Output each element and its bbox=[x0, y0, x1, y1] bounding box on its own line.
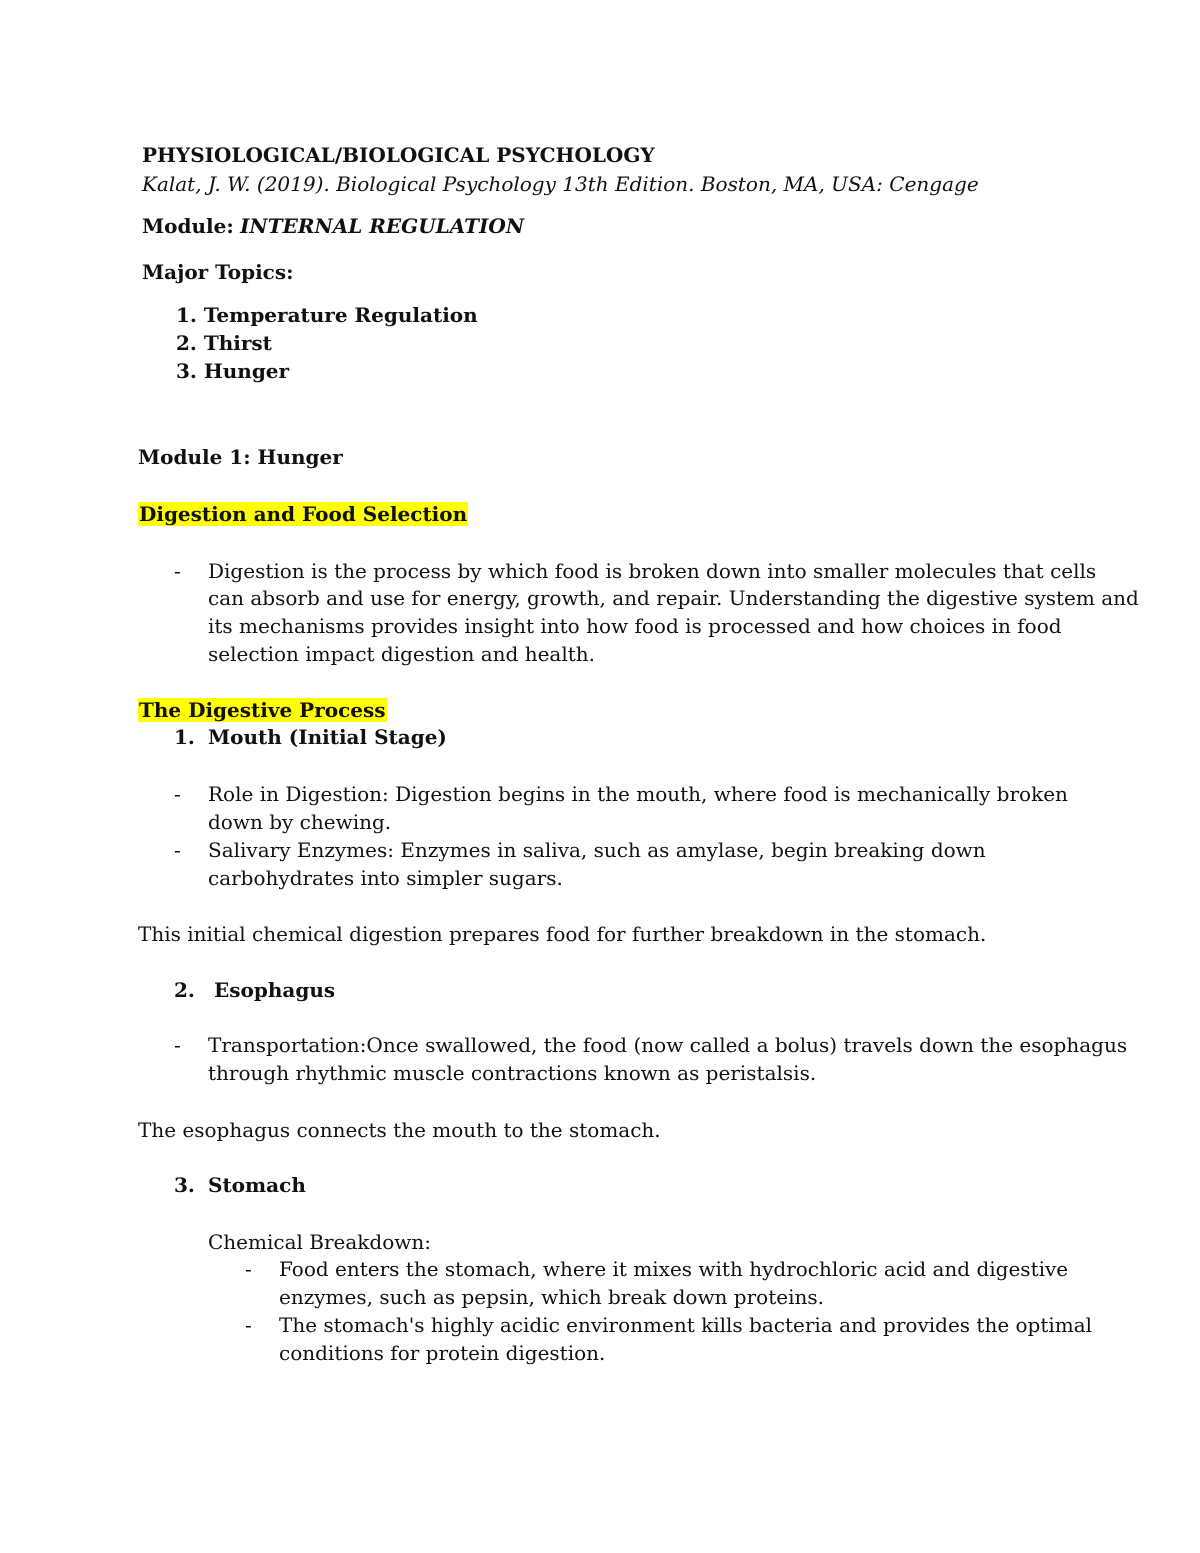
bullet-line: Role in Digestion: Digestion begins in the mouth, where food is mechanically broken bbox=[208, 782, 1068, 806]
esophagus-summary: The esophagus connects the mouth to the stomach. bbox=[138, 1118, 661, 1142]
stomach-title: Stomach bbox=[208, 1173, 306, 1197]
module-label: Module: bbox=[142, 214, 234, 238]
topic-item: 1. Temperature Regulation bbox=[176, 303, 478, 327]
bullet-dash: - bbox=[174, 782, 181, 806]
bullet-dash: - bbox=[174, 1033, 181, 1057]
paragraph-line: its mechanisms provides insight into how food is processed and how choices in food bbox=[208, 614, 1062, 638]
process-heading-text: The Digestive Process bbox=[139, 698, 386, 722]
topic-item: 3. Hunger bbox=[176, 359, 290, 383]
bullet-dash: - bbox=[174, 838, 181, 862]
mouth-summary: This initial chemical digestion prepares food for further breakdown in the stomach. bbox=[138, 922, 987, 946]
bullet-line: carbohydrates into simpler sugars. bbox=[208, 866, 563, 890]
bullet-line: The stomach's highly acidic environment kills bacteria and provides the optimal bbox=[279, 1313, 1093, 1337]
bullet-line: through rhythmic muscle contractions known as peristalsis. bbox=[208, 1061, 817, 1085]
module-name: INTERNAL REGULATION bbox=[240, 214, 525, 238]
mouth-title: Mouth (Initial Stage) bbox=[208, 725, 447, 749]
document-title: PHYSIOLOGICAL/BIOLOGICAL PSYCHOLOGY bbox=[142, 143, 655, 167]
module1-title: Module 1: Hunger bbox=[138, 445, 343, 469]
module-line bbox=[142, 213, 524, 239]
esophagus-number: 2. bbox=[174, 978, 195, 1002]
bullet-line: down by chewing. bbox=[208, 810, 392, 834]
bullet-dash: - bbox=[245, 1313, 252, 1337]
bullet-dash: - bbox=[245, 1257, 252, 1281]
process-heading bbox=[138, 697, 387, 723]
major-topics-label: Major Topics: bbox=[142, 260, 294, 284]
bullet-line: conditions for protein digestion. bbox=[279, 1341, 606, 1365]
digestion-heading bbox=[138, 501, 468, 527]
bullet-line: enzymes, such as pepsin, which break down proteins. bbox=[279, 1285, 824, 1309]
bullet-dash: - bbox=[174, 559, 181, 583]
paragraph-line: Digestion is the process by which food is broken down into smaller molecules that cells bbox=[208, 559, 1097, 583]
mouth-number: 1. bbox=[174, 725, 195, 749]
esophagus-title: Esophagus bbox=[214, 978, 336, 1002]
bullet-line: Food enters the stomach, where it mixes with hydrochloric acid and digestive bbox=[279, 1257, 1069, 1281]
topic-item: 2. Thirst bbox=[176, 331, 272, 355]
bullet-line: Salivary Enzymes: Enzymes in saliva, such as amylase, begin breaking down bbox=[208, 838, 986, 862]
citation: Kalat, J. W. (2019). Biological Psychology 13th Edition. Boston, MA, USA: Cengage bbox=[142, 172, 979, 196]
stomach-sub-label: Chemical Breakdown: bbox=[208, 1230, 431, 1254]
paragraph-line: can absorb and use for energy, growth, and repair. Understanding the digestive system and bbox=[208, 586, 1139, 610]
stomach-number: 3. bbox=[174, 1173, 195, 1197]
bullet-line: Transportation:Once swallowed, the food (now called a bolus) travels down the esophagus bbox=[208, 1033, 1128, 1057]
paragraph-line: selection impact digestion and health. bbox=[208, 642, 596, 666]
digestion-heading-text: Digestion and Food Selection bbox=[139, 502, 468, 526]
